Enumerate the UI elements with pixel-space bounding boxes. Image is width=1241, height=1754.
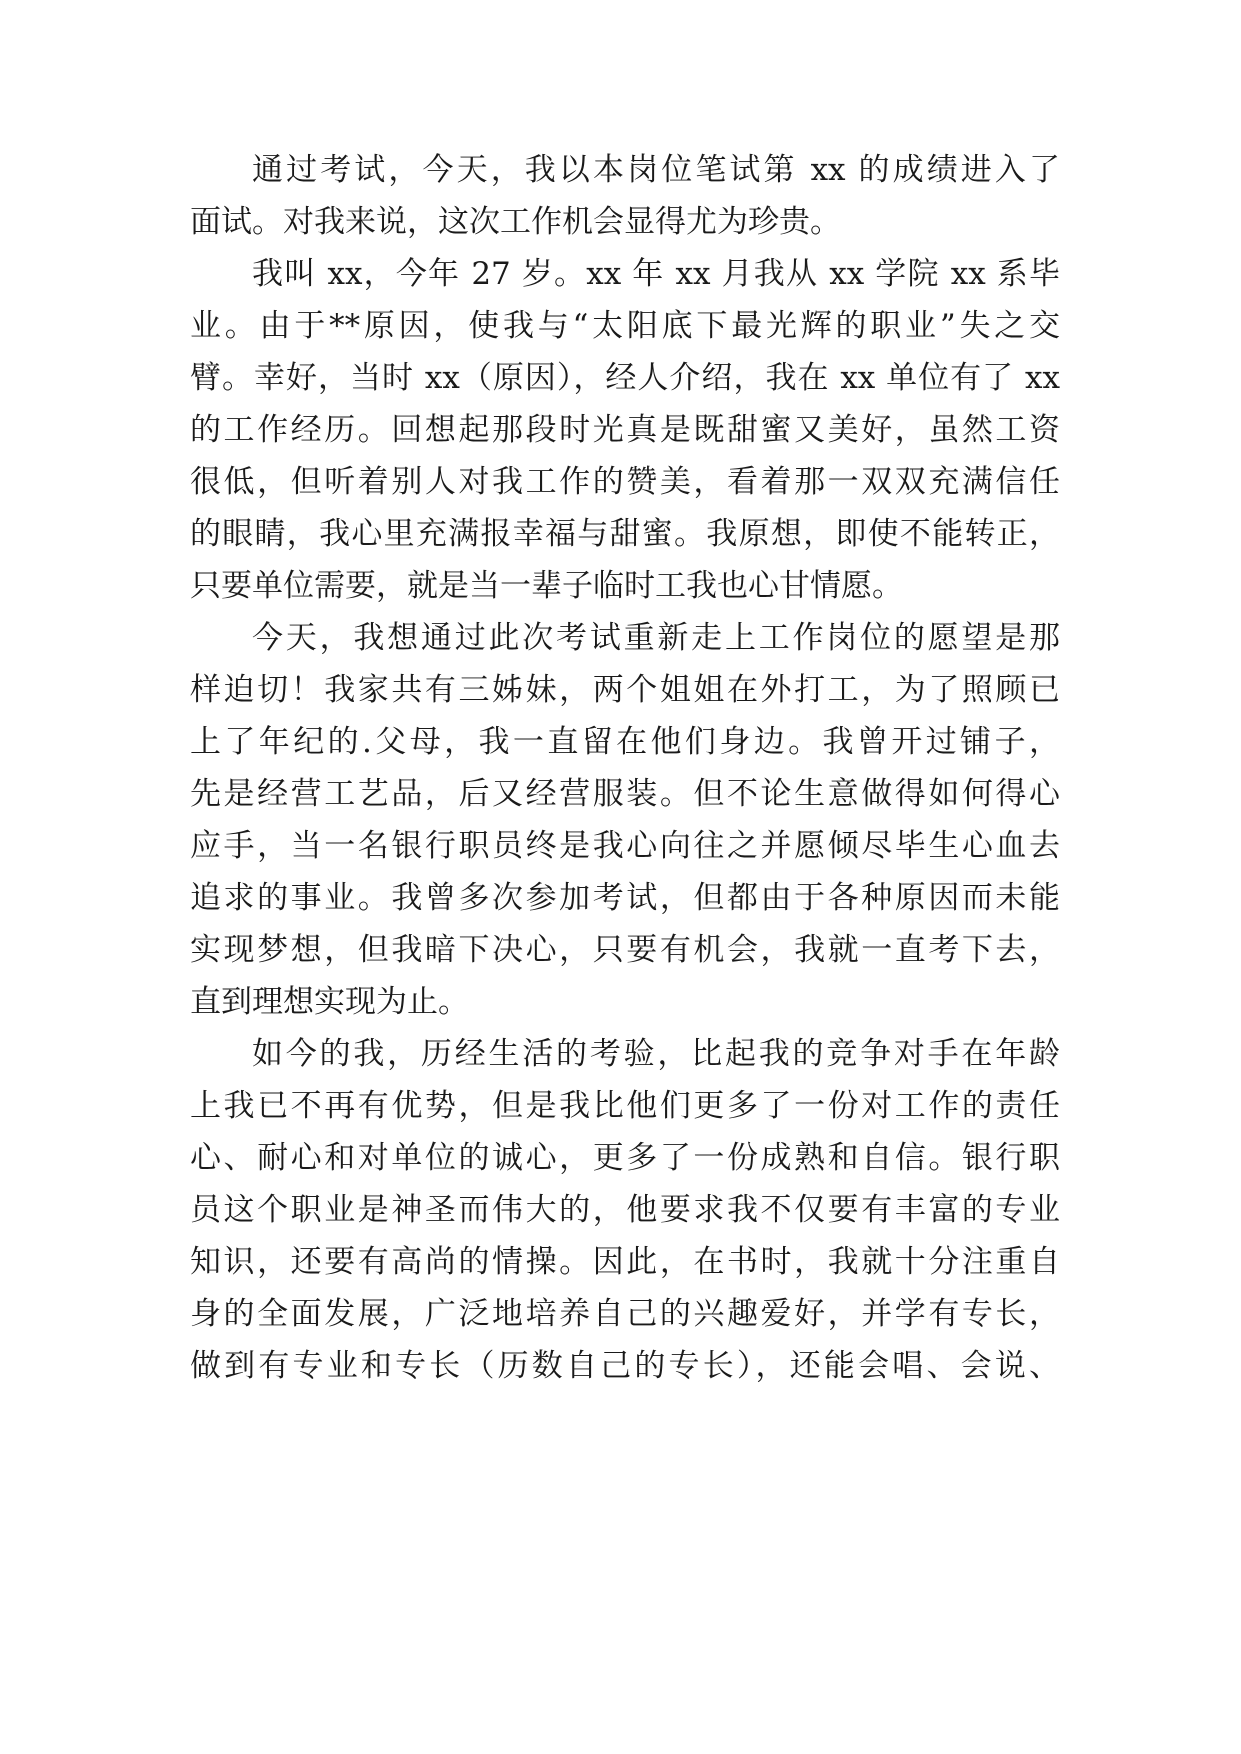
- text-line: 的工作经历。回想起那段时光真是既甜蜜又美好，虽然工资: [190, 412, 1060, 448]
- text-line: 知识，还要有高尚的情操。因此，在书时，我就十分注重自: [190, 1244, 1060, 1280]
- text-line: 身的全面发展，广泛地培养自己的兴趣爱好，并学有专长，: [190, 1296, 1060, 1332]
- text-line: 的眼睛，我心里充满报幸福与甜蜜。我原想，即使不能转正，: [190, 516, 1060, 552]
- text-line: 我叫 xx，今年 27 岁。xx 年 xx 月我从 xx 学院 xx 系毕: [252, 256, 1060, 292]
- text-line: 很低，但听着别人对我工作的赞美，看着那一双双充满信任: [190, 464, 1060, 500]
- text-line: 应手，当一名银行职员终是我心向往之并愿倾尽毕生心血去: [190, 828, 1060, 864]
- text-line: 做到有专业和专长（历数自己的专长），还能会唱、会说、: [190, 1348, 1060, 1384]
- text-line: 只要单位需要，就是当一辈子临时工我也心甘情愿。: [190, 568, 903, 604]
- text-line: 实现梦想，但我暗下决心，只要有机会，我就一直考下去，: [190, 932, 1060, 968]
- text-line: 心、耐心和对单位的诚心，更多了一份成熟和自信。银行职: [190, 1140, 1060, 1176]
- text-line: 上了年纪的.父母，我一直留在他们身边。我曾开过铺子，: [190, 724, 1060, 760]
- text-line: 直到理想实现为止。: [190, 984, 469, 1020]
- text-line: 面试。对我来说，这次工作机会显得尤为珍贵。: [190, 204, 841, 240]
- text-line: 臂。幸好，当时 xx（原因），经人介绍，我在 xx 单位有了 xx: [190, 360, 1060, 396]
- text-line: 追求的事业。我曾多次参加考试，但都由于各种原因而未能: [190, 880, 1060, 916]
- text-line: 员这个职业是神圣而伟大的，他要求我不仅要有丰富的专业: [190, 1192, 1060, 1228]
- text-line: 先是经营工艺品，后又经营服装。但不论生意做得如何得心: [190, 776, 1060, 812]
- text-line: 样迫切！我家共有三姊妹，两个姐姐在外打工，为了照顾已: [190, 672, 1060, 708]
- text-line: 业。由于**原因，使我与“太阳底下最光辉的职业”失之交: [190, 308, 1060, 344]
- text-line: 通过考试，今天，我以本岗位笔试第 xx 的成绩进入了: [252, 152, 1060, 188]
- text-line: 今天，我想通过此次考试重新走上工作岗位的愿望是那: [252, 620, 1060, 656]
- text-line: 上我已不再有优势，但是我比他们更多了一份对工作的责任: [190, 1088, 1060, 1124]
- text-line: 如今的我，历经生活的考验，比起我的竞争对手在年龄: [252, 1036, 1060, 1072]
